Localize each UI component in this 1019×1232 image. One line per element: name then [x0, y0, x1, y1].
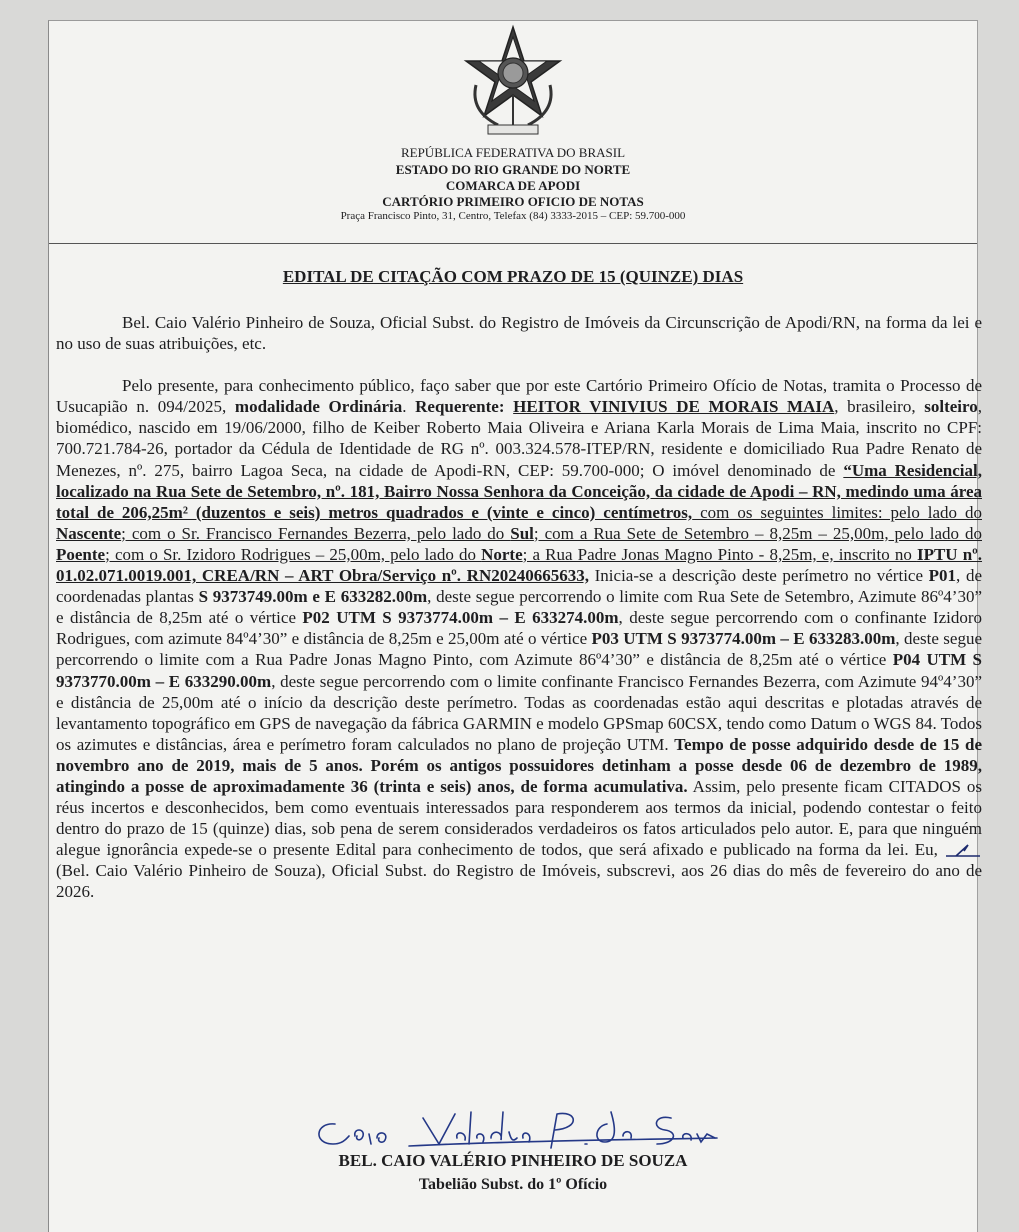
vertex-p01: P01 [928, 566, 957, 586]
document-sheet [48, 20, 983, 1232]
text-segment: , deste segue percorrendo o limite com a Rua Padre Jonas Magno Pinto, com Azimute 86º4’30” e distância de 8,25m até o vértice [56, 629, 982, 670]
boundary-west: Poente [56, 544, 106, 564]
text-segment: , deste segue percorrendo com o confinante Izidoro Rodrigues, com azimute 84º4’30” e distância de 8,25m e 25,00m até o vértice [56, 608, 983, 649]
text-segment [505, 397, 514, 416]
applicant-label: Requerente: [415, 397, 505, 417]
text-segment: , biomédico, nascido em 19/06/2000, filho de Keiber Roberto Maia Oliveira e Ariana Karla Morais de Lima Maia, inscrito no CPF: 700.721.784-26, portador da Cédula de Identidade de RG nº. 003.324.578-ITEP/RN, residente e domiciliado Rua Padre Renato de Menezes, nº. 275, bairro Lagoa Seca, na cidade de Apodi-RN, CEP: 59.700-000; O imóvel denominado de [56, 397, 982, 480]
text-segment: (Bel. Caio Valério Pinheiro de Souza), Oficial Subst. do Registro de Imóveis, subscrevi, aos 26 dias do mês de fevereiro do ano de 2026. [56, 861, 982, 902]
text-segment: com os seguintes limites: pelo lado do [692, 502, 982, 522]
text-segment: . [402, 397, 416, 417]
coords-p04: P04 UTM S 9373770.00m – E 633290.00m [56, 650, 983, 691]
text-segment: , deste segue percorrendo com o limite confinante Francisco Fernandes Bezerra, com Azimute 94º4’30” e distância de 25,00m até o início da descrição deste perímetro. Todas as coordenadas estão aqui descritas e plotadas através de levantamento topográfico em GPS de navegação da fábrica GARMIN e modelo GPSmap 60CSX, tendo como Datum o WGS 84. Todos os azimutes e distâncias, área e perímetro foram calculados no plano de projeção UTM. [56, 671, 982, 754]
document-body [56, 312, 982, 903]
text-segment: , deste segue percorrendo o limite com Rua Sete de Setembro, Azimute 86º4’30” e distância de 8,25m até o vértice [56, 587, 982, 628]
header-address: Praça Francisco Pinto, 31, Centro, Telefax (84) 3333-2015 – CEP: 59.700-000 [340, 210, 686, 222]
text-segment: , brasileiro, [834, 397, 925, 417]
document-title: EDITAL DE CITAÇÃO COM PRAZO DE 15 (QUINZE) DIAS [282, 267, 744, 286]
text-segment: ; com o Sr. Francisco Fernandes Bezerra, pelo lado do [121, 523, 511, 543]
text-segment: Inicia-se a descrição deste perímetro no vértice [589, 566, 929, 586]
signatory-role: Tabelião Subst. do 1º Ofício [418, 1176, 608, 1193]
coords-p01: S 9373749.00m e E 633282.00m [198, 587, 428, 607]
coords-p03: P03 UTM S 9373774.00m – E 633283.00m [591, 629, 896, 649]
property-description: “Uma Residencial, localizado na Rua Sete de Setembro, nº. 181, Bairro Nossa Senhora da Conceição, da cidade de Apodi – RN, medindo uma área total de 206,25m² (duzentos e seis) metros quadrados e (vinte e cinco) centímetros, [56, 460, 982, 522]
coords-p02: P02 UTM S 9373774.00m – E 633274.00m [302, 608, 619, 628]
possession-time: Tempo de posse adquirido desde de 15 de novembro ano de 2019, mais de 5 anos. Porém os antigos possuidores detinham a posse desde 06 de dezembro de 1989, atingindo a posse de aproximadamente 36 (trinta e seis) anos, de forma acumulativa. [56, 734, 982, 796]
header-divider [49, 243, 977, 244]
text-segment: ; com a Rua Sete de Setembro – 8,25m – 25,00m, pelo lado do [533, 523, 982, 543]
header-office: CARTÓRIO PRIMEIRO OFICIO DE NOTAS [382, 194, 644, 209]
intro-paragraph: Bel. Caio Valério Pinheiro de Souza, Oficial Subst. do Registro de Imóveis da Circunscrição de Apodi/RN, na forma da lei e no uso de suas atribuições, etc. [56, 313, 982, 354]
iptu-registration: IPTU nº. 01.02.071.0019.001, CREA/RN – ART Obra/Serviço nº. RN20240665633, [56, 544, 983, 586]
brazil-coat-of-arms-icon [458, 21, 568, 141]
text-segment: ; a Rua Padre Jonas Magno Pinto - 8,25m, e, inscrito no [522, 544, 917, 564]
header-republic: REPÚBLICA FEDERATIVA DO BRASIL [400, 145, 626, 160]
header-state: ESTADO DO RIO GRANDE DO NORTE [395, 162, 631, 177]
applicant-name: HEITOR VINIVIUS DE MORAIS MAIA [513, 397, 835, 417]
text-segment: Assim, pelo presente ficam CITADOS os réus incertos e desconhecidos, bem como eventuais interessados para responderem aos termos da inicial, podendo contestar o feito dentro do prazo de 15 (quinze) dias, sob pena de serem considerados verdadeiros os fatos articulados pelo autor. E, para que ninguém alegue ignorância expede-se o presente Edital para conhecimento de todos, que será afixado e publicado na forma da lei. Eu, [56, 776, 982, 860]
handwritten-signature-icon [305, 1104, 735, 1152]
main-paragraph [56, 375, 982, 902]
text-segment: , de coordenadas plantas [56, 566, 982, 607]
boundary-north: Norte [481, 544, 523, 564]
inline-signature-mark-icon [944, 842, 982, 858]
boundary-east: Nascente [56, 523, 122, 543]
boundary-south: Sul [510, 523, 534, 543]
modality: modalidade Ordinária [234, 397, 403, 417]
marital-status: solteiro [924, 397, 978, 417]
header-comarca: COMARCA DE APODI [445, 178, 581, 193]
text-segment: ; com o Sr. Izidoro Rodrigues – 25,00m, pelo lado do [105, 544, 482, 564]
signatory-name: BEL. CAIO VALÉRIO PINHEIRO DE SOUZA [338, 1151, 688, 1170]
text-segment: Pelo presente, para conhecimento público, faço saber que por este Cartório Primeiro Ofício de Notas, tramita o Processo de Usucapião n. 094/2025, [56, 376, 982, 417]
